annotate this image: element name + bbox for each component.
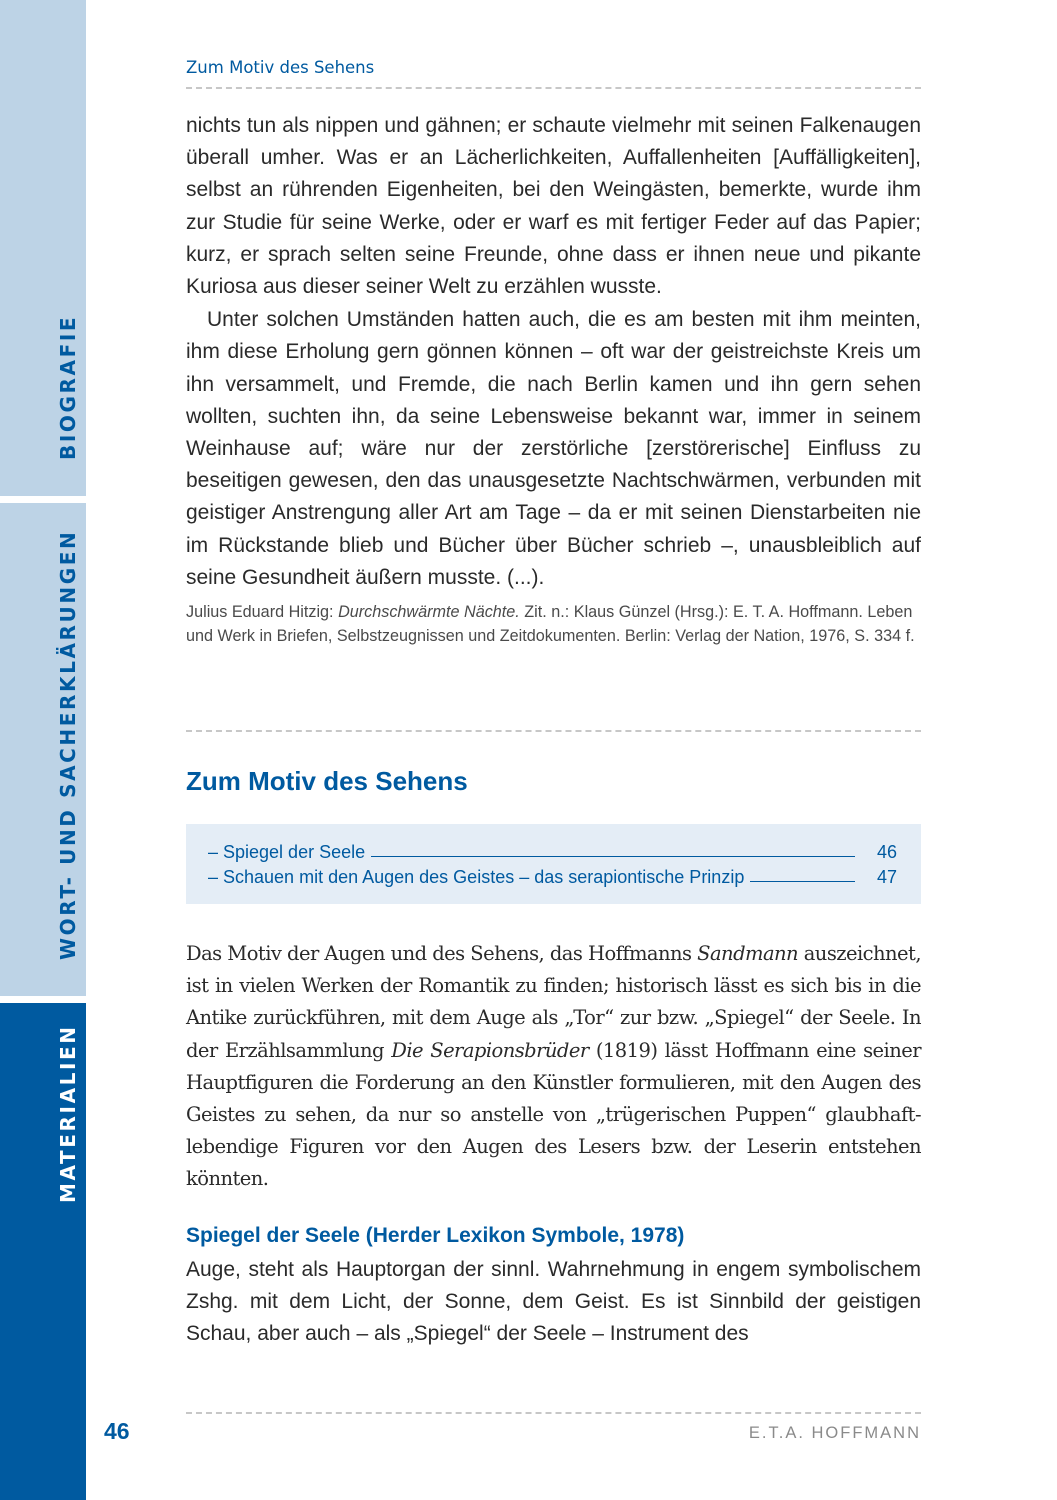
toc-item-page: 46 [876,842,897,862]
toc-item-label: – Spiegel der Seele [208,842,366,862]
side-tab-label: BIOGRAFIE [56,314,80,460]
source-citation [186,600,921,649]
subsection-body: Auge, steht als Hauptorgan der sinnl. Wahrnehmung in engem symbolischem Zshg. mit dem Licht, der Sonne, dem Geist. Es ist Sinnbild der geistigen Schau, aber auch – als „Spiegel“ der Seele – Instrument des [186,1258,921,1346]
footer-divider [186,1412,921,1414]
side-tab-label: WORT- UND SACHERKLÄRUNGEN [56,529,80,960]
side-tab-materialien[interactable] [0,1003,86,1500]
toc-leader-line [750,881,855,882]
toc-item[interactable] [208,863,897,888]
intro-text: (1819) lässt Hoffmann eine seiner Hauptfiguren die Forderung an den Künstler formulieren, mit den Augen des Geistes zu sehen, da nur so anstelle von „trügerischen Puppen“ glaubhaft-lebendige Figuren vor den Augen des Lesers bzw. der Leserin entstehen könnten. [186,1038,922,1191]
section-title: Zum Motiv des Sehens [186,766,468,796]
toc-leader-line [371,856,855,857]
intro-text: Das Motiv der Augen und des Sehens, das Hoffmanns [186,942,698,965]
page-number: 46 [104,1418,130,1444]
footer-author: E.T.A. HOFFMANN [748,1424,921,1442]
intro-title-serapionsbrueder: Die Serapionsbrüder [391,1038,589,1062]
source-author: Julius Eduard Hitzig: [186,603,339,621]
intro-text: auszeichnet, ist in vielen Werken der Romantik zu finden; historisch lässt es sich bis in die Antike zurückführen, mit dem Auge als „Tor“ zur bzw. „Spiegel“ der Seele. In der Erzählsammlung [186,942,921,1062]
subsection-title: Spiegel der Seele (Herder Lexikon Symbole, 1978) [186,1224,685,1247]
side-tab-strip [0,0,86,1500]
intro-paragraph [186,938,921,1196]
toc-item-page: 47 [876,867,897,887]
quote-paragraph: nichts tun als nippen und gähnen; er schaute vielmehr mit seinen Falkenaugen überall umher. Was er an Lächerlichkeiten, Auffallenheiten [Auffälligkeiten], selbst an rührenden Eigenheiten, bei den Weingästen, bemerkte, wurde ihm zur Studie für seine Werke, oder er warf es mit fertiger Feder auf das Papier; kurz, er sprach selten seine Freunde, ohne dass er ihnen neue und pikante Kuriosa aus dieser seiner Welt zu erzählen wusste. [186,114,921,299]
toc-item[interactable] [208,838,897,863]
section-toc [186,824,921,904]
quote-paragraph: Unter solchen Umständen hatten auch, die es am besten mit ihm meinten, ihm diese Erholung gern gönnen können – oft war der geistreichste Kreis um ihn versammelt, und Fremde, die nach Berlin kamen und ihn gern sehen wollten, suchten ihn, da seine Lebensweise bekannt war, immer in seinem Weinhause auf; wäre nur der zerstörliche [zerstörerische] Einfluss zu beseitigen gewesen, den das unausgesetzte Nachtschwärmen, verbunden mit geistiger Anstrengung aller Art am Tage – da er mit seinen Dienstarbeiten nie im Rückstande blieb und Bücher über Bücher schrieb –, unausbleiblich auf seine Gesundheit äußern musste. (...). [186,308,921,589]
intro-title-sandmann: Sandmann [697,942,799,965]
toc-item-label: – Schauen mit den Augen des Geistes – das serapiontische Prinzip [208,867,745,887]
side-tab-label: MATERIALIEN [56,1024,80,1203]
section-divider [186,730,921,732]
running-head: Zum Motiv des Sehens [186,58,375,77]
header-divider [186,87,921,89]
side-tab-wort-und-sacherklaerungen[interactable] [0,503,86,996]
side-tab-biografie[interactable] [0,0,86,496]
quote-block [186,110,921,594]
source-work-title: Durchschwärmte Nächte. [338,603,520,621]
source-details: Zit. n.: Klaus Günzel (Hrsg.): E. T. A. Hoffmann. Leben und Werk in Briefen, Selbstzeugnissen und Zeitdokumenten. Berlin: Verlag der Nation, 1976, S. 334 f. [186,603,915,646]
